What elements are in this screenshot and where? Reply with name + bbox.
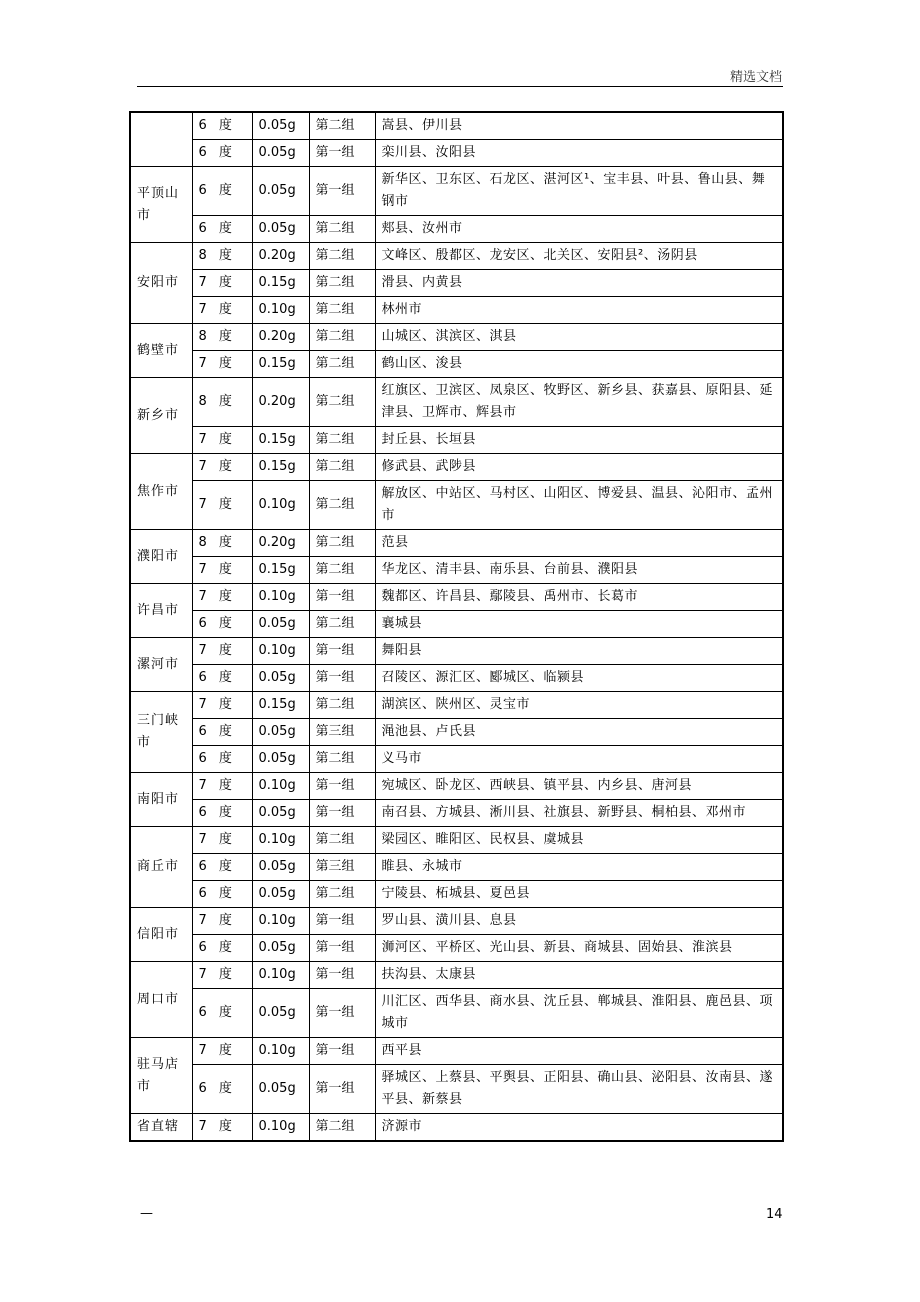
acceleration-cell: 0.15g <box>252 270 309 297</box>
city-name-cell: 信阳市 <box>130 908 192 962</box>
seismic-zoning-table <box>129 111 784 1142</box>
table-row <box>130 854 783 881</box>
design-group-cell: 第一组 <box>309 773 375 800</box>
design-group-cell: 第二组 <box>309 243 375 270</box>
intensity-cell: 7 度 <box>192 1114 252 1142</box>
table-row <box>130 584 783 611</box>
design-group-cell: 第一组 <box>309 935 375 962</box>
table-row <box>130 297 783 324</box>
intensity-cell: 7 度 <box>192 638 252 665</box>
table-row <box>130 638 783 665</box>
districts-cell: 湖滨区、陕州区、灵宝市 <box>375 692 783 719</box>
design-group-cell: 第二组 <box>309 611 375 638</box>
table-row <box>130 881 783 908</box>
acceleration-cell: 0.05g <box>252 167 309 216</box>
acceleration-cell: 0.20g <box>252 378 309 427</box>
design-group-cell: 第一组 <box>309 962 375 989</box>
acceleration-cell: 0.10g <box>252 908 309 935</box>
design-group-cell: 第一组 <box>309 665 375 692</box>
districts-cell: 义马市 <box>375 746 783 773</box>
districts-cell: 浉河区、平桥区、光山县、新县、商城县、固始县、淮滨县 <box>375 935 783 962</box>
acceleration-cell: 0.15g <box>252 351 309 378</box>
districts-cell: 文峰区、殷都区、龙安区、北关区、安阳县²、汤阴县 <box>375 243 783 270</box>
design-group-cell: 第二组 <box>309 1114 375 1142</box>
acceleration-cell: 0.05g <box>252 216 309 243</box>
header-rule <box>137 86 783 87</box>
districts-cell: 扶沟县、太康县 <box>375 962 783 989</box>
acceleration-cell: 0.05g <box>252 1065 309 1114</box>
districts-cell: 驿城区、上蔡县、平舆县、正阳县、确山县、泌阳县、汝南县、遂平县、新蔡县 <box>375 1065 783 1114</box>
design-group-cell: 第三组 <box>309 719 375 746</box>
intensity-cell: 6 度 <box>192 665 252 692</box>
acceleration-cell: 0.05g <box>252 719 309 746</box>
city-name-cell: 漯河市 <box>130 638 192 692</box>
acceleration-cell: 0.05g <box>252 611 309 638</box>
intensity-cell: 7 度 <box>192 351 252 378</box>
table-row <box>130 746 783 773</box>
table-row <box>130 557 783 584</box>
districts-cell: 栾川县、汝阳县 <box>375 140 783 167</box>
districts-cell: 鹤山区、浚县 <box>375 351 783 378</box>
districts-cell: 南召县、方城县、淅川县、社旗县、新野县、桐柏县、邓州市 <box>375 800 783 827</box>
intensity-cell: 6 度 <box>192 989 252 1038</box>
design-group-cell: 第二组 <box>309 427 375 454</box>
districts-cell: 川汇区、西华县、商水县、沈丘县、郸城县、淮阳县、鹿邑县、项城市 <box>375 989 783 1038</box>
districts-cell: 华龙区、清丰县、南乐县、台前县、濮阳县 <box>375 557 783 584</box>
intensity-cell: 6 度 <box>192 719 252 746</box>
districts-cell: 解放区、中站区、马村区、山阳区、博爱县、温县、沁阳市、孟州市 <box>375 481 783 530</box>
city-name-cell: 焦作市 <box>130 454 192 530</box>
table-row <box>130 908 783 935</box>
design-group-cell: 第二组 <box>309 881 375 908</box>
intensity-cell: 8 度 <box>192 243 252 270</box>
city-name-cell <box>130 112 192 167</box>
design-group-cell: 第二组 <box>309 112 375 140</box>
acceleration-cell: 0.20g <box>252 243 309 270</box>
intensity-cell: 7 度 <box>192 827 252 854</box>
acceleration-cell: 0.10g <box>252 773 309 800</box>
design-group-cell: 第一组 <box>309 140 375 167</box>
districts-cell: 梁园区、睢阳区、民权县、虞城县 <box>375 827 783 854</box>
acceleration-cell: 0.05g <box>252 881 309 908</box>
design-group-cell: 第一组 <box>309 1065 375 1114</box>
districts-cell: 郏县、汝州市 <box>375 216 783 243</box>
design-group-cell: 第三组 <box>309 854 375 881</box>
districts-cell: 范县 <box>375 530 783 557</box>
table-row <box>130 800 783 827</box>
intensity-cell: 6 度 <box>192 854 252 881</box>
intensity-cell: 6 度 <box>192 1065 252 1114</box>
table-row <box>130 692 783 719</box>
intensity-cell: 7 度 <box>192 1038 252 1065</box>
table-row <box>130 454 783 481</box>
intensity-cell: 7 度 <box>192 427 252 454</box>
city-name-cell: 安阳市 <box>130 243 192 324</box>
table-row <box>130 216 783 243</box>
design-group-cell: 第二组 <box>309 746 375 773</box>
intensity-cell: 6 度 <box>192 746 252 773</box>
districts-cell: 舞阳县 <box>375 638 783 665</box>
city-name-cell: 驻马店市 <box>130 1038 192 1114</box>
intensity-cell: 7 度 <box>192 908 252 935</box>
intensity-cell: 7 度 <box>192 692 252 719</box>
districts-cell: 西平县 <box>375 1038 783 1065</box>
acceleration-cell: 0.05g <box>252 800 309 827</box>
acceleration-cell: 0.10g <box>252 962 309 989</box>
intensity-cell: 7 度 <box>192 557 252 584</box>
acceleration-cell: 0.05g <box>252 854 309 881</box>
intensity-cell: 6 度 <box>192 216 252 243</box>
acceleration-cell: 0.15g <box>252 427 309 454</box>
table-row <box>130 378 783 427</box>
districts-cell: 罗山县、潢川县、息县 <box>375 908 783 935</box>
design-group-cell: 第二组 <box>309 216 375 243</box>
design-group-cell: 第二组 <box>309 351 375 378</box>
acceleration-cell: 0.05g <box>252 112 309 140</box>
city-name-cell: 三门峡市 <box>130 692 192 773</box>
page-number: 14 <box>766 1207 783 1222</box>
table-row <box>130 611 783 638</box>
table-row <box>130 481 783 530</box>
districts-cell: 滑县、内黄县 <box>375 270 783 297</box>
city-name-cell: 平顶山市 <box>130 167 192 243</box>
districts-cell: 红旗区、卫滨区、凤泉区、牧野区、新乡县、获嘉县、原阳县、延津县、卫辉市、辉县市 <box>375 378 783 427</box>
city-name-cell: 南阳市 <box>130 773 192 827</box>
acceleration-cell: 0.15g <box>252 557 309 584</box>
acceleration-cell: 0.10g <box>252 638 309 665</box>
design-group-cell: 第二组 <box>309 530 375 557</box>
table-row <box>130 1038 783 1065</box>
intensity-cell: 6 度 <box>192 140 252 167</box>
design-group-cell: 第二组 <box>309 454 375 481</box>
design-group-cell: 第一组 <box>309 584 375 611</box>
districts-cell: 嵩县、伊川县 <box>375 112 783 140</box>
design-group-cell: 第一组 <box>309 908 375 935</box>
table-row <box>130 140 783 167</box>
city-name-cell: 周口市 <box>130 962 192 1038</box>
header-label: 精选文档 <box>729 70 782 85</box>
intensity-cell: 8 度 <box>192 378 252 427</box>
acceleration-cell: 0.05g <box>252 665 309 692</box>
city-name-cell: 许昌市 <box>130 584 192 638</box>
acceleration-cell: 0.10g <box>252 1038 309 1065</box>
design-group-cell: 第一组 <box>309 638 375 665</box>
intensity-cell: 6 度 <box>192 611 252 638</box>
intensity-cell: 6 度 <box>192 881 252 908</box>
districts-cell: 渑池县、卢氏县 <box>375 719 783 746</box>
districts-cell: 林州市 <box>375 297 783 324</box>
intensity-cell: 8 度 <box>192 530 252 557</box>
acceleration-cell: 0.15g <box>252 454 309 481</box>
design-group-cell: 第二组 <box>309 378 375 427</box>
acceleration-cell: 0.10g <box>252 297 309 324</box>
acceleration-cell: 0.10g <box>252 827 309 854</box>
table-row <box>130 665 783 692</box>
design-group-cell: 第一组 <box>309 1038 375 1065</box>
table-row <box>130 1114 783 1142</box>
districts-cell: 召陵区、源汇区、郾城区、临颍县 <box>375 665 783 692</box>
acceleration-cell: 0.15g <box>252 692 309 719</box>
design-group-cell: 第二组 <box>309 324 375 351</box>
table-row <box>130 773 783 800</box>
design-group-cell: 第一组 <box>309 167 375 216</box>
districts-cell: 宛城区、卧龙区、西峡县、镇平县、内乡县、唐河县 <box>375 773 783 800</box>
intensity-cell: 7 度 <box>192 454 252 481</box>
intensity-cell: 6 度 <box>192 112 252 140</box>
city-name-cell: 濮阳市 <box>130 530 192 584</box>
acceleration-cell: 0.20g <box>252 530 309 557</box>
acceleration-cell: 0.10g <box>252 1114 309 1142</box>
districts-cell: 魏都区、许昌县、鄢陵县、禹州市、长葛市 <box>375 584 783 611</box>
design-group-cell: 第二组 <box>309 692 375 719</box>
acceleration-cell: 0.10g <box>252 584 309 611</box>
intensity-cell: 7 度 <box>192 270 252 297</box>
districts-cell: 襄城县 <box>375 611 783 638</box>
intensity-cell: 7 度 <box>192 584 252 611</box>
districts-cell: 新华区、卫东区、石龙区、湛河区¹、宝丰县、叶县、鲁山县、舞钢市 <box>375 167 783 216</box>
acceleration-cell: 0.10g <box>252 481 309 530</box>
districts-cell: 宁陵县、柘城县、夏邑县 <box>375 881 783 908</box>
table-row <box>130 427 783 454</box>
footer-dash: — <box>140 1206 153 1221</box>
table-row <box>130 719 783 746</box>
design-group-cell: 第二组 <box>309 557 375 584</box>
design-group-cell: 第二组 <box>309 297 375 324</box>
acceleration-cell: 0.05g <box>252 989 309 1038</box>
table-row <box>130 827 783 854</box>
table-row <box>130 351 783 378</box>
acceleration-cell: 0.20g <box>252 324 309 351</box>
city-name-cell: 商丘市 <box>130 827 192 908</box>
table-row <box>130 1065 783 1114</box>
intensity-cell: 6 度 <box>192 800 252 827</box>
intensity-cell: 6 度 <box>192 935 252 962</box>
city-name-cell: 鹤壁市 <box>130 324 192 378</box>
acceleration-cell: 0.05g <box>252 746 309 773</box>
design-group-cell: 第一组 <box>309 989 375 1038</box>
table-row <box>130 167 783 216</box>
design-group-cell: 第二组 <box>309 481 375 530</box>
table-row <box>130 962 783 989</box>
intensity-cell: 8 度 <box>192 324 252 351</box>
table-row <box>130 112 783 140</box>
acceleration-cell: 0.05g <box>252 935 309 962</box>
districts-cell: 修武县、武陟县 <box>375 454 783 481</box>
city-name-cell: 新乡市 <box>130 378 192 454</box>
design-group-cell: 第二组 <box>309 270 375 297</box>
intensity-cell: 6 度 <box>192 167 252 216</box>
districts-cell: 睢县、永城市 <box>375 854 783 881</box>
table-row <box>130 324 783 351</box>
intensity-cell: 7 度 <box>192 962 252 989</box>
table-row <box>130 935 783 962</box>
city-name-cell: 省直辖 <box>130 1114 192 1142</box>
districts-cell: 封丘县、长垣县 <box>375 427 783 454</box>
design-group-cell: 第二组 <box>309 827 375 854</box>
table-row <box>130 530 783 557</box>
districts-cell: 山城区、淇滨区、淇县 <box>375 324 783 351</box>
table-row <box>130 270 783 297</box>
intensity-cell: 7 度 <box>192 773 252 800</box>
intensity-cell: 7 度 <box>192 481 252 530</box>
districts-cell: 济源市 <box>375 1114 783 1142</box>
intensity-cell: 7 度 <box>192 297 252 324</box>
design-group-cell: 第一组 <box>309 800 375 827</box>
table-row <box>130 243 783 270</box>
table-row <box>130 989 783 1038</box>
acceleration-cell: 0.05g <box>252 140 309 167</box>
